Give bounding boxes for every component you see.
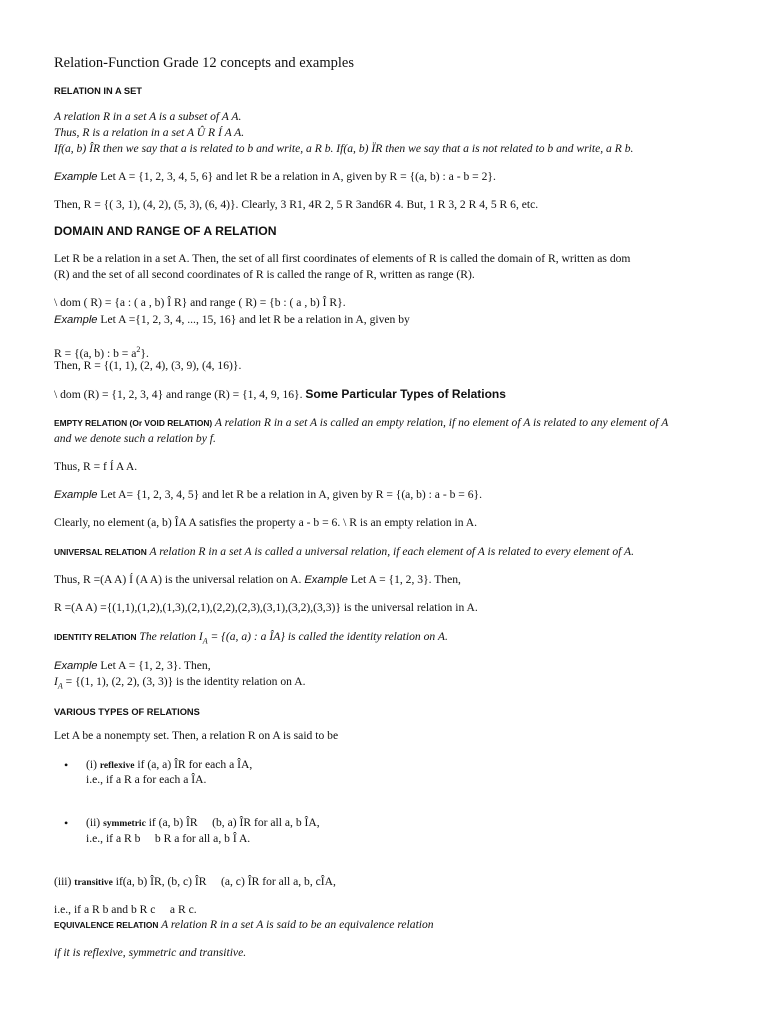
equivalence-relation-condition: if it is reflexive, symmetric and transitive. bbox=[54, 946, 247, 959]
example-relation-in-set bbox=[54, 170, 496, 184]
term-reflexive: reflexive bbox=[99, 761, 135, 771]
symmetric-ie: i.e., if a R b b R a for all a, b Î A. bbox=[86, 832, 251, 845]
transitive-definition: (iii) transitive if(a, b) ÎR, (b, c) ÎR (a, c) ÎR for all a, b, cÎA, bbox=[54, 875, 336, 888]
example-identity-relation bbox=[54, 659, 211, 673]
term-label-universal-relation: UNIVERSAL RELATION bbox=[54, 547, 147, 557]
example-result: Then, R = {(1, 1), (2, 4), (3, 9), (4, 16)}. bbox=[54, 359, 242, 372]
domain-definition-line1: Let R be a relation in a set A. Then, the set of all first coordinates of elements of R is called the domain of R, written as dom bbox=[54, 252, 631, 265]
domain-range-result: \ dom (R) = {1, 2, 3, 4} and range (R) = {1, 4, 9, 16}. Some Particular Types of Relations bbox=[54, 387, 506, 401]
relation-definition: A relation R in a set A is a subset of A A. bbox=[54, 110, 242, 123]
section-heading-relation-in-set: RELATION IN A SET bbox=[54, 86, 142, 96]
example-domain-range bbox=[54, 313, 410, 327]
example-text: Let A ={1, 2, 3, 4, ..., 15, 16} and let R be a relation in A, given by bbox=[97, 313, 410, 326]
bullet-reflexive: • bbox=[64, 758, 69, 772]
universal-relation-definition: UNIVERSAL RELATION A relation R in a set A is called a universal relation, if each element of A is related to every element of A. bbox=[54, 545, 635, 558]
symmetric-definition: (ii) symmetric if (a, b) ÎR (b, a) ÎR for all a, b ÎA, bbox=[86, 816, 320, 829]
example-text: Let A = {1, 2, 3, 4, 5, 6} and let R be a relation in A, given by R = {(a, b) : a - b = 2}. bbox=[97, 170, 496, 183]
term-label-identity-relation: IDENTITY RELATION bbox=[54, 632, 137, 642]
section-heading-various-types: VARIOUS TYPES OF RELATIONS bbox=[54, 707, 200, 717]
example-result: Then, R = {( 3, 1), (4, 2), (5, 3), (6, 4)}. Clearly, 3 R1, 4R 2, 5 R 3and6R 4. But, 1 R 3, 2 R 4, 5 R 6, etc. bbox=[54, 198, 539, 211]
empty-relation-definition-cont: and we denote such a relation by f. bbox=[54, 432, 216, 445]
term-label-empty-relation: EMPTY RELATION (Or VOID RELATION) bbox=[54, 418, 213, 428]
empty-relation-thus: Thus, R = f Í A A. bbox=[54, 460, 138, 473]
bullet-symmetric: • bbox=[64, 816, 69, 830]
example-empty-relation bbox=[54, 488, 482, 502]
equivalence-relation-definition: EQUIVALENCE RELATION A relation R in a set A is said to be an equivalence relation bbox=[54, 918, 434, 931]
empty-relation-conclusion: Clearly, no element (a, b) ÎA A satisfies the property a - b = 6. \ R is an empty relation in A. bbox=[54, 516, 478, 529]
reflexive-ie: i.e., if a R a for each a ÎA. bbox=[86, 773, 207, 786]
relation-square-definition: R = {(a, b) : $b = a^2$}. bbox=[54, 345, 149, 360]
domain-definition-line2: (R) and the set of all second coordinates of R is called the range of R, written as range (R). bbox=[54, 268, 475, 281]
section-heading-particular-types: Some Particular Types of Relations bbox=[305, 387, 506, 401]
term-label-equivalence-relation: EQUIVALENCE RELATION bbox=[54, 920, 159, 930]
example-text: Let A = {1, 2, 3}. Then, bbox=[97, 659, 211, 672]
various-types-intro: Let A be a nonempty set. Then, a relation R on A is said to be bbox=[54, 729, 339, 742]
page-title: Relation-Function Grade 12 concepts and examples bbox=[54, 55, 354, 71]
example-label: Example bbox=[54, 489, 98, 501]
reflexive-definition: (i) reflexive if (a, a) ÎR for each a ÎA, bbox=[86, 758, 253, 771]
universal-relation-example: R =(A A) ={(1,1),(1,2),(1,3),(2,1),(2,2),(2,3),(3,1),(3,2),(3,3)} is the universal relation in A. bbox=[54, 601, 478, 614]
example-label: Example bbox=[54, 660, 98, 672]
related-notation-text: If(a, b) ÎR then we say that a is related to b and write, a R b. If(a, b) ÏR then we say that a is not related to b and write, a R b. bbox=[54, 142, 634, 155]
term-transitive: transitive bbox=[74, 878, 113, 888]
relation-definition-thus: Thus, R is a relation in a set A Û R Í A A. bbox=[54, 126, 245, 139]
transitive-ie: i.e., if a R b and b R c a R c. bbox=[54, 903, 197, 916]
example-label: Example bbox=[54, 314, 98, 326]
term-symmetric: symmetric bbox=[103, 819, 146, 829]
empty-relation-definition: EMPTY RELATION (Or VOID RELATION) A relation R in a set A is called an empty relation, if no element of A is related to any element of A bbox=[54, 416, 669, 429]
domain-range-formula: \ dom ( R) = {a : ( a , b) Î R} and range ( R) = {b : ( a , b) Î R}. bbox=[54, 296, 346, 309]
example-label: Example bbox=[304, 574, 348, 586]
identity-relation-result: $I_A = \{(1$, 1), (2, 2), (3, 3)} is the identity relation on A. bbox=[54, 675, 306, 691]
identity-relation-definition: IDENTITY RELATION The relation $I_A = \{(a$, a) : a ÎA} is called the identity relation on A. bbox=[54, 630, 448, 646]
example-label: Example bbox=[54, 171, 98, 183]
universal-relation-thus: Thus, R =(A A) Í (A A) is the universal relation on A. Example Let A = {1, 2, 3}. Then, bbox=[54, 573, 461, 586]
example-text: Let A= {1, 2, 3, 4, 5} and let R be a relation in A, given by R = {(a, b) : a - b = 6}. bbox=[97, 488, 482, 501]
section-heading-domain-range: DOMAIN AND RANGE OF A RELATION bbox=[54, 224, 277, 238]
